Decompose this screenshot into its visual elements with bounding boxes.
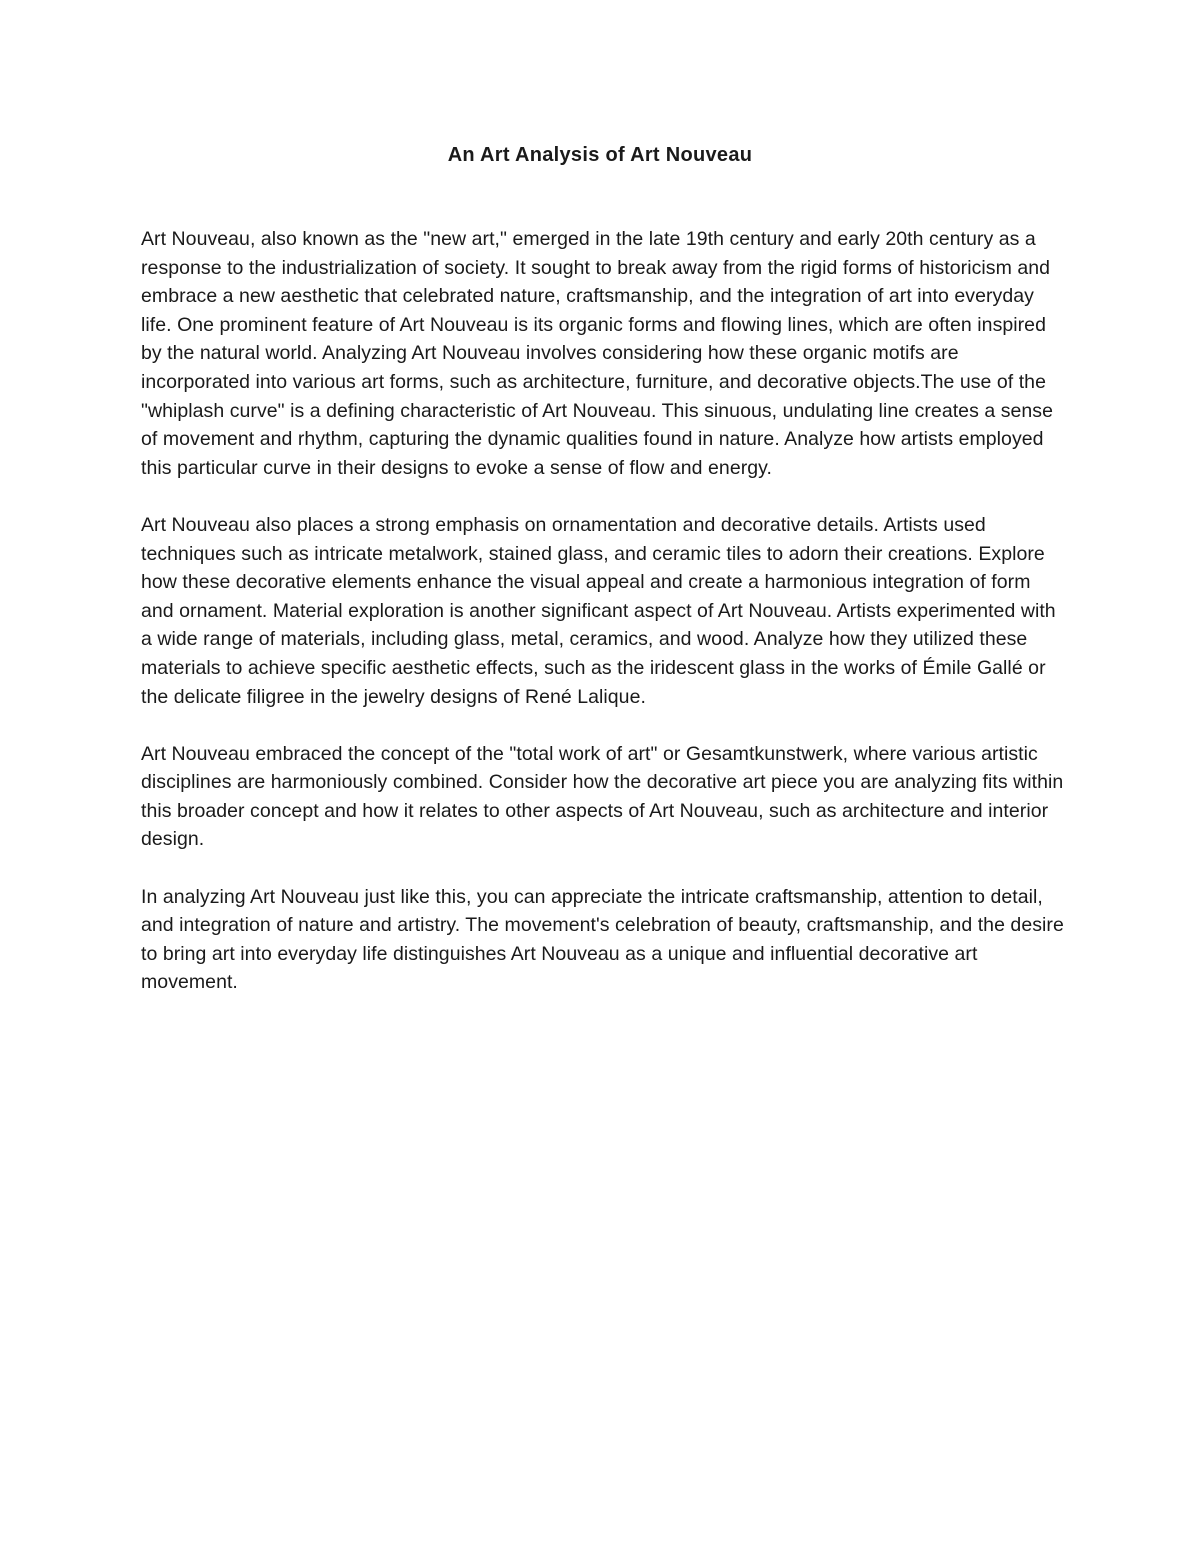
paragraph-1: Art Nouveau, also known as the "new art," emerged in the late 19th century and early 20th century as a response to the industrialization of society. It sought to break away from the rigid forms of historicism and embrace a new aesthetic that celebrated nature, craftsmanship, and the integration of art into everyday life. One prominent feature of Art Nouveau is its organic forms and flowing lines, which are often inspired by the natural world. Analyzing Art Nouveau involves considering how these organic motifs are incorporated into various art forms, such as architecture, furniture, and decorative objects.The use of the "whiplash curve" is a defining characteristic of Art Nouveau. This sinuous, undulating line creates a sense of movement and rhythm, capturing the dynamic qualities found in nature. Analyze how artists employed this particular curve in their designs to evoke a sense of flow and energy. [141, 228, 1053, 479]
document-title: An Art Analysis of Art Nouveau [447, 144, 753, 166]
paragraph-4: In analyzing Art Nouveau just like this, you can appreciate the intricate craftsmanship, attention to detail, and integration of nature and artistry. The movement's celebration of beauty, craftsmanship, and the desire to bring art into everyday life distinguishes Art Nouveau as a unique and influential decorative art movement. [141, 885, 1064, 994]
document-body [141, 225, 1066, 997]
paragraph-3: Art Nouveau embraced the concept of the "total work of art" or Gesamtkunstwerk, where various artistic disciplines are harmoniously combined. Consider how the decorative art piece you are analyzing fits within this broader concept and how it relates to other aspects of Art Nouveau, such as architecture and interior design. [141, 742, 1064, 851]
paragraph-2: Art Nouveau also places a strong emphasis on ornamentation and decorative details. Artists used techniques such as intricate metalwork, stained glass, and ceramic tiles to adorn their creations. Explore how these decorative elements enhance the visual appeal and create a harmonious integration of form and ornament. Material exploration is another significant aspect of Art Nouveau. Artists experimented with a wide range of materials, including glass, metal, ceramics, and wood. Analyze how they utilized these materials to achieve specific aesthetic effects, such as the iridescent glass in the works of Émile Gallé or the delicate filigree in the jewelry designs of René Lalique. [141, 513, 1056, 708]
